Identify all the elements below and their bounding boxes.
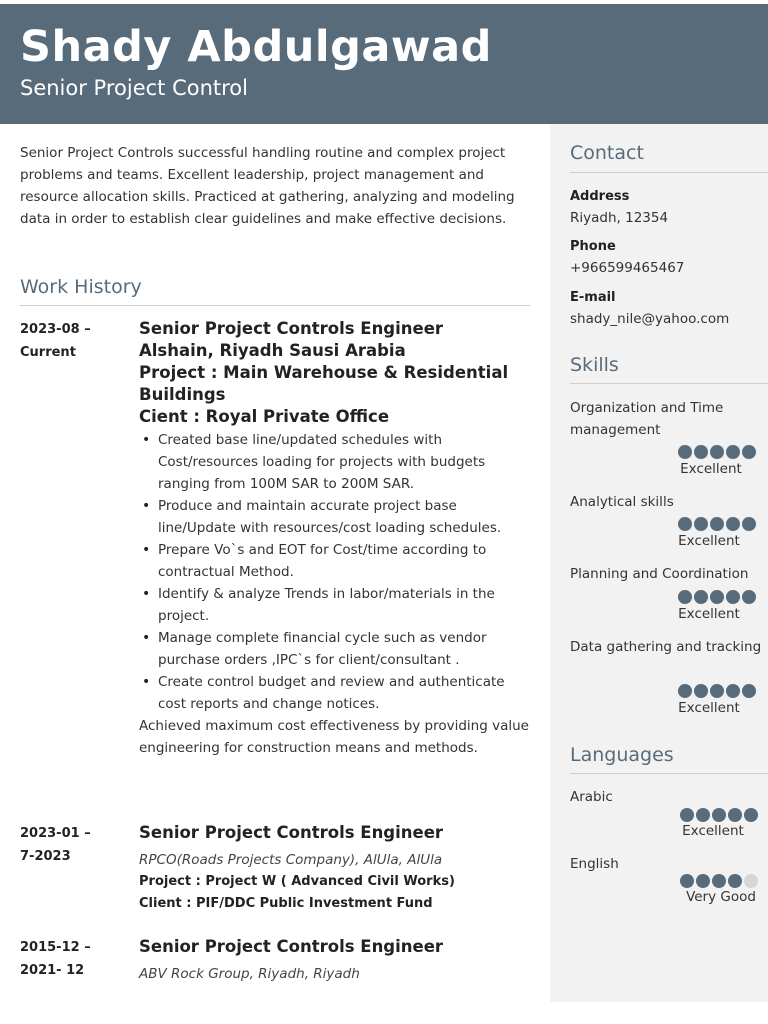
candidate-name: Shady Abdulgawad bbox=[20, 22, 492, 72]
rating-dot bbox=[694, 684, 708, 698]
rating-dot bbox=[744, 808, 758, 822]
job-company: ABV Rock Group, Riyadh, Riyadh bbox=[139, 966, 360, 982]
job-client: Client : PIF/DDC Public Investment Fund bbox=[139, 896, 433, 911]
list-item: • Created base line/updated schedules with Cost/resources loading for projects with budgets ranging from 100M SAR to 200M SAR. bbox=[139, 429, 531, 495]
rating-dot bbox=[726, 445, 740, 459]
professional-summary: Senior Project Controls successful handling routine and complex project problems and teams. Excellent leadership, project management and resource allocation skills. Practiced at gathering, analyzing and modeling data in order to establish clear guidelines and make effective decisions. bbox=[20, 145, 515, 227]
rating-dot bbox=[680, 874, 694, 888]
job-body bbox=[139, 936, 531, 985]
rating-dot bbox=[678, 590, 692, 604]
language-name: Arabic bbox=[570, 789, 613, 805]
phone-label: Phone bbox=[570, 239, 616, 254]
job-dates bbox=[20, 936, 130, 982]
job-dates bbox=[20, 822, 130, 868]
rating-dot bbox=[712, 874, 726, 888]
job-project: Project : Main Warehouse & Residential Buildings bbox=[139, 363, 509, 404]
skill-rating-dots bbox=[678, 684, 756, 698]
rating-dot bbox=[678, 684, 692, 698]
rating-dot bbox=[726, 684, 740, 698]
job-date-start: 2023-08 – bbox=[20, 322, 91, 337]
email-value[interactable]: shady_nile@yahoo.com bbox=[570, 311, 730, 327]
rating-dot bbox=[744, 874, 758, 888]
language-rating-label: Very Good bbox=[686, 889, 756, 905]
list-item: • Manage complete financial cycle such as vendor purchase orders ,IPC`s for client/consultant . bbox=[139, 627, 531, 671]
list-item: • Create control budget and review and authenticate cost reports and change notices. bbox=[139, 671, 531, 715]
language-rating-dots bbox=[680, 874, 758, 888]
language-rating-label: Excellent bbox=[682, 823, 744, 839]
job-body bbox=[139, 318, 531, 759]
skills-title: Skills bbox=[570, 354, 619, 376]
rating-dot bbox=[680, 808, 694, 822]
skill-rating-dots bbox=[678, 445, 756, 459]
rating-dot bbox=[710, 445, 724, 459]
rating-dot bbox=[742, 445, 756, 459]
skill-name: Organization and Time management bbox=[570, 400, 724, 438]
rating-dot bbox=[742, 517, 756, 531]
skill-rating-label: Excellent bbox=[680, 461, 742, 477]
rating-dot bbox=[710, 684, 724, 698]
rating-dot bbox=[678, 517, 692, 531]
skills-divider bbox=[570, 383, 768, 384]
address-label: Address bbox=[570, 189, 630, 204]
job-project: Project : Project W ( Advanced Civil Works) bbox=[139, 874, 455, 889]
rating-dot bbox=[726, 590, 740, 604]
job-title: Senior Project Controls Engineer bbox=[139, 823, 444, 842]
skill-rating-dots bbox=[678, 590, 756, 604]
job-date-end: 7-2023 bbox=[20, 849, 71, 864]
job-client: Cient : Royal Private Office bbox=[139, 407, 390, 426]
list-item: • Prepare Vo`s and EOT for Cost/time according to contractual Method. bbox=[139, 539, 531, 583]
language-rating-dots bbox=[680, 808, 758, 822]
rating-dot bbox=[694, 445, 708, 459]
rating-dot bbox=[696, 808, 710, 822]
skill-rating-label: Excellent bbox=[678, 533, 740, 549]
skill-name: Planning and Coordination bbox=[570, 566, 749, 582]
contact-divider bbox=[570, 172, 768, 173]
skill-rating-dots bbox=[678, 517, 756, 531]
rating-dot bbox=[742, 590, 756, 604]
job-dates bbox=[20, 318, 130, 364]
skill-name: Data gathering and tracking bbox=[570, 639, 762, 655]
rating-dot bbox=[710, 517, 724, 531]
email-label: E-mail bbox=[570, 290, 616, 305]
job-achievement: Achieved maximum cost effectiveness by providing value engineering for construction means and methods. bbox=[139, 718, 529, 756]
rating-dot bbox=[678, 445, 692, 459]
job-date-end: 2021- 12 bbox=[20, 963, 85, 978]
work-history-title: Work History bbox=[20, 276, 142, 298]
skill-rating-label: Excellent bbox=[678, 700, 740, 716]
sidebar bbox=[550, 124, 768, 1002]
address-value: Riyadh, 12354 bbox=[570, 210, 669, 226]
rating-dot bbox=[696, 874, 710, 888]
job-title: Senior Project Controls Engineer bbox=[139, 319, 444, 338]
resume-header bbox=[0, 4, 768, 124]
rating-dot bbox=[726, 517, 740, 531]
job-date-end: Current bbox=[20, 345, 76, 360]
rating-dot bbox=[694, 590, 708, 604]
language-name: English bbox=[570, 856, 619, 872]
skill-name: Analytical skills bbox=[570, 494, 674, 510]
languages-title: Languages bbox=[570, 744, 674, 766]
skill-rating-label: Excellent bbox=[678, 606, 740, 622]
rating-dot bbox=[728, 874, 742, 888]
rating-dot bbox=[694, 517, 708, 531]
rating-dot bbox=[728, 808, 742, 822]
job-company: Alshain, Riyadh Sausi Arabia bbox=[139, 341, 406, 360]
candidate-role: Senior Project Control bbox=[20, 76, 248, 100]
job-body bbox=[139, 822, 531, 915]
list-item: • Identify & analyze Trends in labor/materials in the project. bbox=[139, 583, 531, 627]
work-history-divider bbox=[20, 305, 530, 306]
job-responsibilities bbox=[139, 429, 531, 715]
rating-dot bbox=[710, 590, 724, 604]
list-item: • Produce and maintain accurate project base line/Update with resources/cost loading schedules. bbox=[139, 495, 531, 539]
rating-dot bbox=[712, 808, 726, 822]
job-date-start: 2015-12 – bbox=[20, 940, 91, 955]
languages-divider bbox=[570, 773, 768, 774]
phone-value: +966599465467 bbox=[570, 260, 685, 276]
job-company: RPCO(Roads Projects Company), AlUla, AlUla bbox=[139, 852, 443, 868]
rating-dot bbox=[742, 684, 756, 698]
contact-title: Contact bbox=[570, 142, 644, 164]
job-title: Senior Project Controls Engineer bbox=[139, 937, 444, 956]
job-date-start: 2023-01 – bbox=[20, 826, 91, 841]
